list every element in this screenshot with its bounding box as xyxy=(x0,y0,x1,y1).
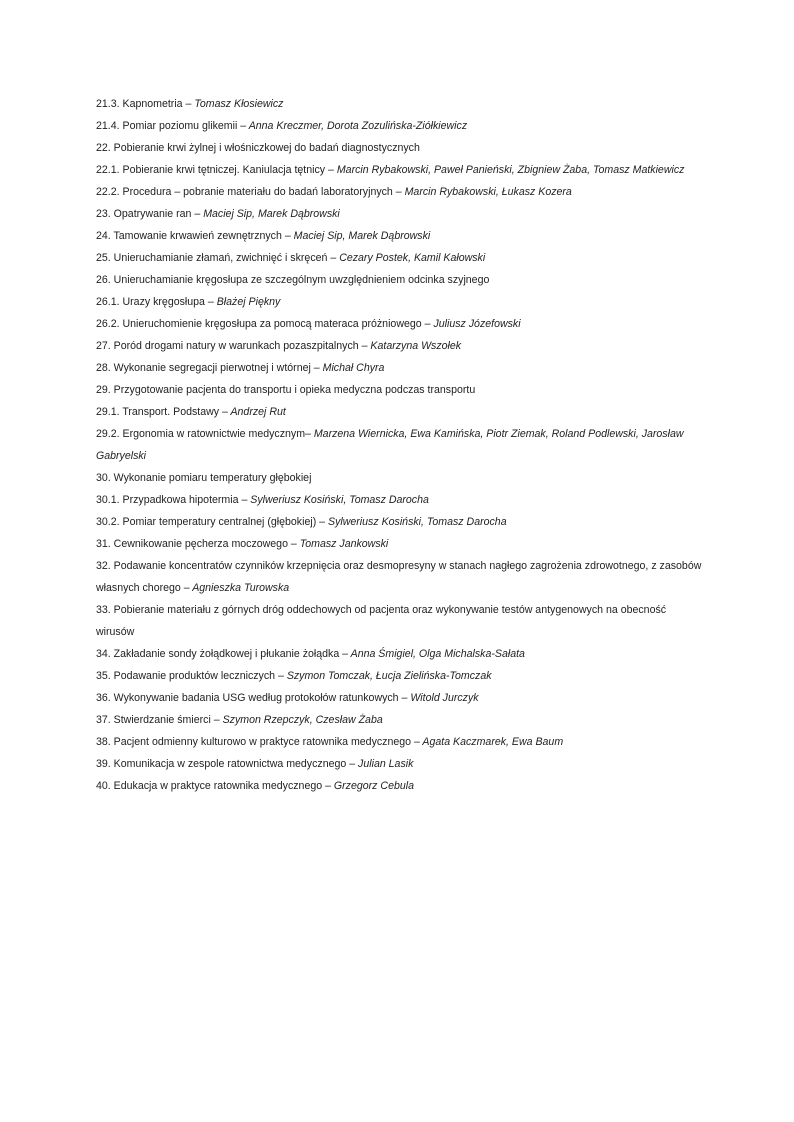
toc-entry-authors: Julian Lasik xyxy=(358,758,414,770)
toc-entry-authors: Agata Kaczmarek, Ewa Baum xyxy=(422,736,564,748)
toc-entry xyxy=(96,665,706,687)
toc-entry-title: 26.1. Urazy kręgosłupa xyxy=(96,296,205,308)
toc-entry-authors: Anna Śmigiel, Olga Michalska-Sałata xyxy=(350,648,525,660)
toc-entry-separator: – xyxy=(281,230,294,242)
toc-entry-title: 29.1. Transport. Podstawy xyxy=(96,406,220,418)
toc-entry-separator: – xyxy=(411,736,423,748)
toc-entry xyxy=(96,137,706,159)
toc-entry-authors: Błażej Piękny xyxy=(216,296,281,308)
toc-entry xyxy=(96,401,706,423)
toc-entry xyxy=(96,181,706,203)
toc-entry-separator: – xyxy=(398,692,411,704)
toc-entry xyxy=(96,203,706,225)
toc-entry-separator: – xyxy=(310,362,323,374)
toc-entry-title: 23. Opatrywanie ran xyxy=(96,208,192,220)
toc-entry xyxy=(96,379,706,401)
toc-entry-authors: Sylweriusz Kosiński, Tomasz Darocha xyxy=(250,494,429,506)
toc-entry-authors: Cezary Postek, Kamil Kałowski xyxy=(339,252,486,264)
toc-entry-separator: – xyxy=(327,252,340,264)
toc-entry-authors: Michał Chyra xyxy=(322,362,385,374)
toc-entry-separator: – xyxy=(275,670,287,682)
toc-entry-title: 22.1. Pobieranie krwi tętniczej. Kaniulacja tętnicy xyxy=(96,164,326,176)
toc-entry-title: 24. Tamowanie krwawień zewnętrznych xyxy=(96,230,282,242)
toc-entry xyxy=(96,731,706,753)
toc-entry xyxy=(96,291,706,313)
toc-entry xyxy=(96,313,706,335)
toc-entry-separator: – xyxy=(287,538,300,550)
toc-entry xyxy=(96,357,706,379)
toc-entry-authors: Maciej Sip, Marek Dąbrowski xyxy=(293,230,431,242)
toc-entry xyxy=(96,247,706,269)
toc-entry-separator: – xyxy=(238,494,251,506)
toc-entry-title: 32. Podawanie koncentratów czynników krzepnięcia oraz desmopresyny w stanach nagłego zagrożenia zdrowotnego, z zasobów własnych chorego xyxy=(96,560,702,594)
toc-entry-title: 30. Wykonanie pomiaru temperatury głębokiej xyxy=(96,472,312,484)
toc-entry-title: 37. Stwierdzanie śmierci xyxy=(96,714,211,726)
toc-entry-separator: – xyxy=(346,758,359,770)
toc-entry-title: 33. Pobieranie materiału z górnych dróg oddechowych od pacjenta oraz wykonywanie testów antygenowych na obecność wirusów xyxy=(96,604,667,638)
toc-entry-separator: – xyxy=(316,516,328,528)
toc-entry-separator: – xyxy=(237,120,249,132)
toc-entry-authors: Szymon Rzepczyk, Czesław Żaba xyxy=(222,714,383,726)
toc-entry-title: 22. Pobieranie krwi żylnej i włośniczkowej do badań diagnostycznych xyxy=(96,142,420,154)
toc-entry xyxy=(96,269,706,291)
toc-entry-separator: – xyxy=(180,582,193,594)
toc-entry-separator: – xyxy=(305,428,314,440)
toc-entry-title: 34. Zakładanie sondy żołądkowej i płukanie żołądka xyxy=(96,648,340,660)
toc-entry-authors: Marzena Wiernicka, Ewa Kamińska, Piotr Ziemak, Roland Podlewski, Jarosław Gabryelski xyxy=(96,428,684,462)
toc-entry xyxy=(96,753,706,775)
toc-entry-separator: – xyxy=(421,318,434,330)
toc-entry-title: 35. Podawanie produktów leczniczych xyxy=(96,670,276,682)
toc-entry-separator: – xyxy=(325,164,337,176)
toc-entry xyxy=(96,555,706,599)
toc-entry-title: 22.2. Procedura – pobranie materiału do badań laboratoryjnych xyxy=(96,186,393,198)
toc-entry-authors: Katarzyna Wszołek xyxy=(370,340,462,352)
toc-entry-title: 28. Wykonanie segregacji pierwotnej i wtórnej xyxy=(96,362,311,374)
toc-entry-authors: Witold Jurczyk xyxy=(410,692,479,704)
toc-entry-authors: Marcin Rybakowski, Łukasz Kozera xyxy=(404,186,572,198)
toc-entry-separator: – xyxy=(191,208,204,220)
toc-entry-title: 27. Poród drogami natury w warunkach pozaszpitalnych xyxy=(96,340,359,352)
toc-entry-title: 21.4. Pomiar poziomu glikemii xyxy=(96,120,238,132)
toc-entry-separator: – xyxy=(339,648,351,660)
toc-entry-separator: – xyxy=(182,98,195,110)
toc-entry-title: 21.3. Kapnometria xyxy=(96,98,183,110)
toc-entry-authors: Maciej Sip, Marek Dąbrowski xyxy=(203,208,340,220)
toc-entry xyxy=(96,335,706,357)
toc-entry-title: 30.2. Pomiar temperatury centralnej (głębokiej) xyxy=(96,516,317,528)
toc-entry-authors: Tomasz Jankowski xyxy=(299,538,389,550)
toc-entry-separator: – xyxy=(322,780,334,792)
toc-entry xyxy=(96,467,706,489)
toc-entry-authors: Marcin Rybakowski, Paweł Panieński, Zbigniew Żaba, Tomasz Matkiewicz xyxy=(336,164,685,176)
toc-entry xyxy=(96,687,706,709)
toc-entry-separator: – xyxy=(210,714,223,726)
toc-entry-title: 39. Komunikacja w zespole ratownictwa medycznego xyxy=(96,758,347,770)
toc-entry-separator: – xyxy=(358,340,371,352)
toc-entry xyxy=(96,115,706,137)
toc-entry-authors: Juliusz Józefowski xyxy=(433,318,521,330)
toc-entry-authors: Grzegorz Cebula xyxy=(333,780,414,792)
toc-entry-separator: – xyxy=(219,406,231,418)
toc-entry-authors: Szymon Tomczak, Łucja Zielińska-Tomczak xyxy=(286,670,492,682)
toc-entry-authors: Agnieszka Turowska xyxy=(192,582,290,594)
toc-entry-title: 40. Edukacja w praktyce ratownika medycznego xyxy=(96,780,323,792)
toc-entry xyxy=(96,709,706,731)
toc-entry xyxy=(96,533,706,555)
toc-entry-title: 36. Wykonywanie badania USG według protokołów ratunkowych xyxy=(96,692,399,704)
toc-entry xyxy=(96,423,706,467)
toc-entry xyxy=(96,159,706,181)
toc-entry-title: 29.2. Ergonomia w ratownictwie medycznym xyxy=(96,428,306,440)
toc-entry-authors: Sylweriusz Kosiński, Tomasz Darocha xyxy=(328,516,507,528)
toc-entry xyxy=(96,511,706,533)
toc-entry-authors: Anna Kreczmer, Dorota Zozulińska-Ziółkiewicz xyxy=(248,120,468,132)
toc-entry xyxy=(96,489,706,511)
toc-entry-authors: Tomasz Kłosiewicz xyxy=(194,98,284,110)
toc-entry-title: 25. Unieruchamianie złamań, zwichnięć i skręceń xyxy=(96,252,328,264)
toc-entry-title: 26.2. Unieruchomienie kręgosłupa za pomocą materaca próżniowego xyxy=(96,318,422,330)
toc-entry-title: 38. Pacjent odmienny kulturowo w praktyce ratownika medycznego xyxy=(96,736,412,748)
toc-entry-title: 30.1. Przypadkowa hipotermia xyxy=(96,494,239,506)
toc-entry-separator: – xyxy=(392,186,405,198)
toc-entry xyxy=(96,775,706,797)
toc-entry xyxy=(96,225,706,247)
toc-entry-separator: – xyxy=(204,296,217,308)
toc-entry xyxy=(96,599,706,643)
toc-entry-authors: Andrzej Rut xyxy=(230,406,286,418)
toc-entry xyxy=(96,93,706,115)
toc-entry xyxy=(96,643,706,665)
toc-entry-title: 26. Unieruchamianie kręgosłupa ze szczególnym uwzględnieniem odcinka szyjnego xyxy=(96,274,490,286)
toc-entry-title: 29. Przygotowanie pacjenta do transportu i opieka medyczna podczas transportu xyxy=(96,384,476,396)
toc-entry-title: 31. Cewnikowanie pęcherza moczowego xyxy=(96,538,288,550)
table-of-contents xyxy=(96,93,706,797)
